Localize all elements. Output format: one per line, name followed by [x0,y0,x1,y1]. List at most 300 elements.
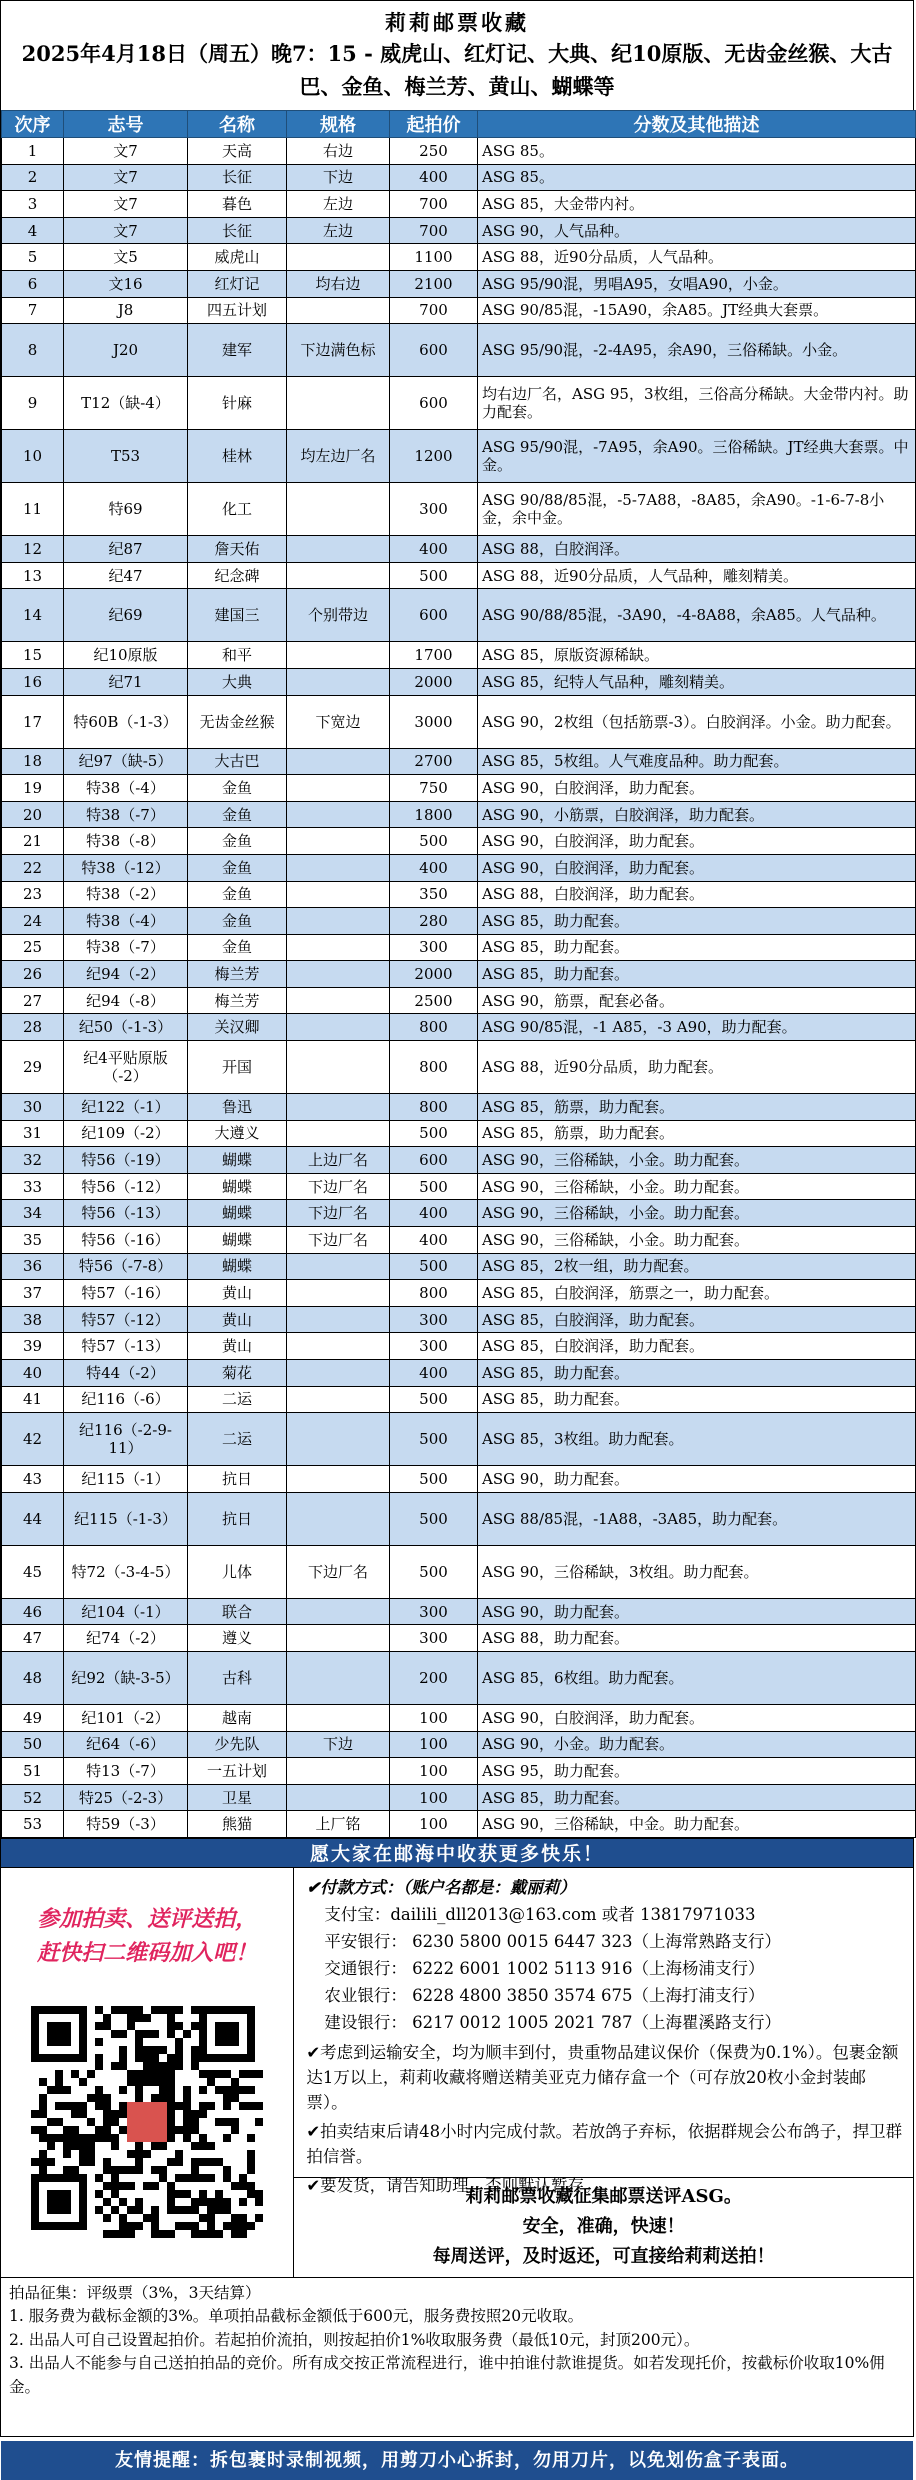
cell-stamp-name: 菊花 [188,1360,287,1387]
cell-description: ASG 85，助力配套。 [478,908,916,935]
cell-lot-no: 32 [2,1147,64,1174]
cell-stamp-spec [287,1625,390,1652]
cell-start-price: 350 [390,881,478,908]
cell-start-price: 400 [390,164,478,191]
cell-stamp-code: 纪64（-6） [64,1731,188,1758]
cell-lot-no: 44 [2,1492,64,1545]
cell-stamp-name: 卫星 [188,1784,287,1811]
cell-lot-no: 17 [2,695,64,748]
cell-stamp-spec [287,828,390,855]
cell-stamp-spec: 下宽边 [287,695,390,748]
cell-stamp-name: 四五计划 [188,297,287,324]
cell-stamp-spec [287,1253,390,1280]
cell-stamp-spec: 下边厂名 [287,1200,390,1227]
table-row [2,668,916,695]
cell-stamp-name: 蝴蝶 [188,1253,287,1280]
cell-start-price: 800 [390,1014,478,1041]
rule-item: 2. 出品人可自己设置起拍价。若起拍价流拍，则按起拍价1%收取服务费（最低10元，封顶200元）。 [9,2330,700,2349]
cell-start-price: 500 [390,828,478,855]
cell-stamp-code: 纪122（-1） [64,1094,188,1121]
cell-stamp-name: 针麻 [188,377,287,430]
cell-lot-no: 24 [2,908,64,935]
cell-stamp-name: 抗日 [188,1492,287,1545]
shipping-note: ✔考虑到运输安全，均为顺丰到付，贵重物品建议保价（保费为0.1%）。包裹金额达1万以上，莉莉收藏将赠送精美亚克力储存盒一个（可存放20枚小金封装邮票）。 [306,2042,899,2112]
payment-deadline-note: ✔拍卖结束后请48小时内完成付款。若放鸽子弃标，依据群规会公布鸽子，捍卫群拍信誉。 [306,2121,903,2166]
cell-lot-no: 38 [2,1306,64,1333]
table-row [2,1253,916,1280]
cell-lot-no: 21 [2,828,64,855]
cell-lot-no: 43 [2,1466,64,1493]
cell-start-price: 3000 [390,695,478,748]
table-row [2,1466,916,1493]
cell-start-price: 500 [390,1386,478,1413]
cell-description: ASG 90/88/85混，-5-7A88，-8A85，余A90。-1-6-7-8小金，余中金。 [478,483,916,536]
cell-lot-no: 2 [2,164,64,191]
cell-description: ASG 85，筋票，助力配套。 [478,1094,916,1121]
cell-lot-no: 39 [2,1333,64,1360]
cell-start-price: 100 [390,1731,478,1758]
cell-start-price: 600 [390,377,478,430]
cell-stamp-name: 联合 [188,1598,287,1625]
cell-lot-no: 50 [2,1731,64,1758]
cell-description: ASG 90，助力配套。 [478,1598,916,1625]
cell-lot-no: 53 [2,1811,64,1838]
cell-lot-no: 15 [2,642,64,669]
cell-stamp-code: 纪116（-2-9-11） [64,1413,188,1466]
cell-description: ASG 85，助力配套。 [478,1386,916,1413]
cell-description: ASG 88，近90分品质，助力配套。 [478,1041,916,1094]
table-row [2,1306,916,1333]
cell-stamp-code: 特56（-7-8） [64,1253,188,1280]
rule-item: 1. 服务费为截标金额的3%。单项拍品截标金额低于600元，服务费按照20元收取。 [9,2307,584,2326]
table-body [2,138,916,1838]
cell-stamp-spec [287,536,390,563]
cell-stamp-code: J20 [64,324,188,377]
table-row [2,1173,916,1200]
cell-stamp-spec [287,1413,390,1466]
cell-lot-no: 18 [2,748,64,775]
cell-stamp-spec [287,1280,390,1307]
cell-stamp-name: 金鱼 [188,801,287,828]
table-row [2,881,916,908]
cell-stamp-name: 金鱼 [188,881,287,908]
cell-stamp-name: 长征 [188,217,287,244]
cell-stamp-name: 纪念碑 [188,562,287,589]
cell-description: ASG 90，三俗稀缺，小金。助力配套。 [478,1147,916,1174]
cell-description: ASG 90，白胶润泽，助力配套。 [478,775,916,802]
cell-start-price: 800 [390,1280,478,1307]
cell-stamp-code: 纪69 [64,589,188,642]
cell-stamp-code: 纪92（缺-3-5） [64,1651,188,1704]
cell-lot-no: 25 [2,934,64,961]
table-row [2,1333,916,1360]
table-row [2,536,916,563]
table-row [2,828,916,855]
cell-lot-no: 51 [2,1758,64,1785]
table-header [2,111,916,138]
col-header-code: 志号 [64,111,188,138]
service-line-1: 莉莉邮票收藏征集邮票送评ASG。 [465,2185,742,2207]
cell-stamp-code: 纪4平贴原版（-2） [64,1041,188,1094]
cell-lot-no: 23 [2,881,64,908]
table-row [2,908,916,935]
table-row [2,324,916,377]
cell-stamp-spec [287,562,390,589]
cell-stamp-code: 纪116（-6） [64,1386,188,1413]
cell-stamp-spec: 下边 [287,164,390,191]
table-row [2,1811,916,1838]
cell-stamp-name: 金鱼 [188,828,287,855]
cell-description: ASG 88，近90分品质，人气品种，雕刻精美。 [478,562,916,589]
cell-stamp-name: 二运 [188,1413,287,1466]
cell-stamp-spec [287,1784,390,1811]
cell-lot-no: 36 [2,1253,64,1280]
cell-lot-no: 52 [2,1784,64,1811]
table-row [2,961,916,988]
cell-stamp-spec [287,908,390,935]
cell-stamp-name: 关汉卿 [188,1014,287,1041]
cell-start-price: 500 [390,1173,478,1200]
cell-description: ASG 90，三俗稀缺，小金。助力配套。 [478,1173,916,1200]
cell-stamp-spec [287,1094,390,1121]
col-header-price: 起拍价 [390,111,478,138]
promo-line-2: 赶快扫二维码加入吧！ [37,1939,258,1966]
cell-stamp-name: 鲁迅 [188,1094,287,1121]
cell-stamp-name: 詹天佑 [188,536,287,563]
table-row [2,775,916,802]
cell-stamp-code: 特38（-8） [64,828,188,855]
cell-description: ASG 95/90混，-7A95，余A90。三俗稀缺。JT经典大套票。中金。 [478,430,916,483]
cell-stamp-code: 特69 [64,483,188,536]
cell-stamp-name: 金鱼 [188,934,287,961]
cell-stamp-spec: 左边 [287,217,390,244]
cell-description: ASG 88，近90分品质，人气品种。 [478,244,916,271]
cell-start-price: 1800 [390,801,478,828]
cell-description: ASG 90，人气品种。 [478,217,916,244]
cell-description: ASG 85，大金带内衬。 [478,191,916,218]
cell-stamp-spec [287,377,390,430]
cell-start-price: 300 [390,1598,478,1625]
cell-stamp-code: 特13（-7） [64,1758,188,1785]
cell-stamp-spec [287,1758,390,1785]
cell-stamp-name: 梅兰芳 [188,987,287,1014]
cell-stamp-name: 大典 [188,668,287,695]
service-line-3: 每周送评，及时返还，可直接给莉莉送拍！ [432,2245,775,2267]
cell-stamp-name: 儿体 [188,1545,287,1598]
cell-start-price: 300 [390,1333,478,1360]
cell-stamp-name: 抗日 [188,1466,287,1493]
cell-lot-no: 3 [2,191,64,218]
cell-stamp-name: 越南 [188,1704,287,1731]
footer-reminder: 友情提醒：拆包裹时录制视频，用剪刀小心拆封，勿用刀片，以免划伤盒子表面。 [1,2441,913,2480]
cell-stamp-name: 红灯记 [188,270,287,297]
cell-start-price: 600 [390,1147,478,1174]
cell-start-price: 2700 [390,748,478,775]
cell-lot-no: 10 [2,430,64,483]
cell-stamp-spec: 下边厂名 [287,1173,390,1200]
cell-description: ASG 90/85混，-15A90，余A85。JT经典大套票。 [478,297,916,324]
table-row [2,1147,916,1174]
cell-stamp-spec [287,1014,390,1041]
page-title: 莉莉邮票收藏 [385,10,529,35]
cell-stamp-code: 特38（-2） [64,881,188,908]
cell-stamp-code: 纪87 [64,536,188,563]
cell-lot-no: 5 [2,244,64,271]
cell-description: ASG 85。 [478,164,916,191]
table-row [2,430,916,483]
bank-line: 建设银行： 6217 0012 1005 2021 787（上海瞿溪路支行） [324,2012,782,2032]
cell-description: ASG 95，助力配套。 [478,1758,916,1785]
cell-stamp-code: 文5 [64,244,188,271]
cell-lot-no: 34 [2,1200,64,1227]
cell-stamp-name: 一五计划 [188,1758,287,1785]
cell-stamp-spec [287,854,390,881]
cell-lot-no: 41 [2,1386,64,1413]
cell-stamp-code: 纪101（-2） [64,1704,188,1731]
table-row [2,748,916,775]
cell-start-price: 100 [390,1704,478,1731]
table-row [2,934,916,961]
cell-stamp-spec: 上厂铭 [287,1811,390,1838]
cell-lot-no: 45 [2,1545,64,1598]
table-row [2,987,916,1014]
cell-description: ASG 90，白胶润泽，助力配套。 [478,828,916,855]
promo-line-1: 参加拍卖、送评送拍， [37,1905,258,1932]
delivery-note: ✔要发货，请告知助理，否则默认暂存。 [306,2175,601,2195]
cell-description: ASG 90，小筋票，白胶润泽，助力配套。 [478,801,916,828]
cell-stamp-code: 纪71 [64,668,188,695]
cell-description: ASG 85，助力配套。 [478,1784,916,1811]
cell-stamp-code: J8 [64,297,188,324]
table-row [2,1625,916,1652]
cell-description: ASG 85。 [478,138,916,165]
cell-description: ASG 85，6枚组。助力配套。 [478,1651,916,1704]
cell-stamp-spec [287,297,390,324]
cell-stamp-spec: 均右边 [287,270,390,297]
cell-stamp-code: 特59（-3） [64,1811,188,1838]
cell-start-price: 100 [390,1784,478,1811]
cell-stamp-code: 特38（-4） [64,908,188,935]
cell-stamp-code: 特38（-7） [64,801,188,828]
cell-start-price: 2500 [390,987,478,1014]
cell-stamp-code: 纪109（-2） [64,1120,188,1147]
cell-stamp-spec [287,1704,390,1731]
cell-stamp-name: 蝴蝶 [188,1147,287,1174]
cell-lot-no: 29 [2,1041,64,1094]
cell-stamp-code: 特25（-2-3） [64,1784,188,1811]
table-row [2,1731,916,1758]
cell-stamp-name: 建国三 [188,589,287,642]
cell-stamp-spec: 下边满色标 [287,324,390,377]
cell-stamp-spec: 下边厂名 [287,1227,390,1254]
cell-description: ASG 90，三俗稀缺，中金。助力配套。 [478,1811,916,1838]
cell-lot-no: 35 [2,1227,64,1254]
cell-description: ASG 90，助力配套。 [478,1466,916,1493]
cell-start-price: 400 [390,1360,478,1387]
cell-stamp-name: 黄山 [188,1306,287,1333]
table-row [2,297,916,324]
cell-start-price: 200 [390,1651,478,1704]
cell-stamp-name: 桂林 [188,430,287,483]
cell-lot-no: 40 [2,1360,64,1387]
cell-lot-no: 30 [2,1094,64,1121]
cell-stamp-code: 特57（-13） [64,1333,188,1360]
qr-code-icon[interactable] [31,2006,263,2238]
cell-description: ASG 90，白胶润泽，助力配套。 [478,1704,916,1731]
cell-stamp-spec: 右边 [287,138,390,165]
cell-stamp-spec [287,1120,390,1147]
cell-lot-no: 16 [2,668,64,695]
table-row [2,1094,916,1121]
cell-stamp-code: 纪50（-1-3） [64,1014,188,1041]
table-row [2,1120,916,1147]
info-section [1,1868,913,2277]
cell-stamp-code: 文7 [64,191,188,218]
table-row [2,1545,916,1598]
alipay-line: 支付宝：dailili_dll2013@163.com 或者 13817971033 [324,1904,756,1924]
table-row [2,1704,916,1731]
cell-lot-no: 6 [2,270,64,297]
table-row [2,1651,916,1704]
cell-stamp-spec [287,1041,390,1094]
cell-description: ASG 85，5枚组。人气难度品种。助力配套。 [478,748,916,775]
cell-description: ASG 95/90混，-2-4A95，余A90，三俗稀缺。小金。 [478,324,916,377]
cell-stamp-name: 化工 [188,483,287,536]
cell-stamp-name: 蝴蝶 [188,1173,287,1200]
cell-description: 均右边厂名，ASG 95，3枚组，三俗高分稀缺。大金带内衬。助力配套。 [478,377,916,430]
cell-stamp-name: 黄山 [188,1280,287,1307]
table-row [2,642,916,669]
cell-lot-no: 31 [2,1120,64,1147]
cell-stamp-name: 黄山 [188,1333,287,1360]
cell-start-price: 2000 [390,668,478,695]
cell-stamp-code: 纪104（-1） [64,1598,188,1625]
cell-start-price: 100 [390,1758,478,1785]
cell-stamp-name: 遵义 [188,1625,287,1652]
cell-stamp-spec [287,668,390,695]
cell-stamp-code: 特60B（-1-3） [64,695,188,748]
table-row [2,1758,916,1785]
cell-lot-no: 47 [2,1625,64,1652]
cell-lot-no: 7 [2,297,64,324]
cell-start-price: 500 [390,1413,478,1466]
cell-description: ASG 85，助力配套。 [478,934,916,961]
cell-stamp-name: 蝴蝶 [188,1227,287,1254]
cell-stamp-spec [287,961,390,988]
table-row [2,801,916,828]
cell-start-price: 300 [390,934,478,961]
cell-description: ASG 90，小金。助力配套。 [478,1731,916,1758]
bank-line: 农业银行： 6228 4800 3850 3574 675（上海打浦支行） [324,1985,765,2005]
cell-stamp-spec [287,934,390,961]
cell-start-price: 1200 [390,430,478,483]
table-row [2,1360,916,1387]
cell-description: ASG 85，助力配套。 [478,1360,916,1387]
bank-line: 交通银行： 6222 6001 1002 5113 916（上海杨浦支行） [324,1958,765,1978]
cell-stamp-code: 特57（-16） [64,1280,188,1307]
cell-lot-no: 1 [2,138,64,165]
cell-stamp-code: 纪97（缺-5） [64,748,188,775]
table-row [2,562,916,589]
cell-stamp-name: 大遵义 [188,1120,287,1147]
cell-stamp-spec [287,1333,390,1360]
cell-stamp-code: 文7 [64,164,188,191]
cell-start-price: 700 [390,297,478,324]
cell-stamp-name: 开国 [188,1041,287,1094]
cell-description: ASG 85，白胶润泽，助力配套。 [478,1333,916,1360]
cell-description: ASG 85，3枚组。助力配套。 [478,1413,916,1466]
cell-start-price: 100 [390,1811,478,1838]
table-row [2,483,916,536]
cell-stamp-name: 金鱼 [188,908,287,935]
cell-stamp-code: 特38（-4） [64,775,188,802]
title-block [1,1,913,110]
cell-stamp-code: 特56（-19） [64,1147,188,1174]
cell-stamp-spec: 上边厂名 [287,1147,390,1174]
cell-stamp-spec: 下边 [287,1731,390,1758]
cell-start-price: 400 [390,536,478,563]
cell-stamp-code: 纪10原版 [64,642,188,669]
cell-stamp-name: 威虎山 [188,244,287,271]
cell-stamp-name: 天高 [188,138,287,165]
promo-panel [1,1868,294,2277]
cell-stamp-code: 纪94（-2） [64,961,188,988]
cell-stamp-spec: 均左边厂名 [287,430,390,483]
cell-lot-no: 19 [2,775,64,802]
table-row [2,1598,916,1625]
table-row [2,270,916,297]
cell-stamp-name: 梅兰芳 [188,961,287,988]
cell-stamp-name: 长征 [188,164,287,191]
cell-stamp-spec [287,483,390,536]
cell-description: ASG 85，2枚一组，助力配套。 [478,1253,916,1280]
cell-stamp-spec [287,748,390,775]
cell-start-price: 800 [390,1041,478,1094]
table-row [2,1413,916,1466]
cell-start-price: 500 [390,1545,478,1598]
cell-stamp-code: T12（缺-4） [64,377,188,430]
cell-lot-no: 4 [2,217,64,244]
table-row [2,854,916,881]
cell-description: ASG 85，白胶润泽，筋票之一，助力配套。 [478,1280,916,1307]
cell-start-price: 300 [390,1625,478,1652]
table-row [2,1227,916,1254]
cell-description: ASG 90，三俗稀缺，3枚组。助力配套。 [478,1545,916,1598]
cell-stamp-name: 大古巴 [188,748,287,775]
cell-stamp-name: 熊猫 [188,1811,287,1838]
cell-stamp-code: 文16 [64,270,188,297]
cell-stamp-code: 纪115（-1-3） [64,1492,188,1545]
col-header-name: 名称 [188,111,287,138]
table-row [2,217,916,244]
cell-lot-no: 20 [2,801,64,828]
cell-start-price: 280 [390,908,478,935]
cell-stamp-spec: 个别带边 [287,589,390,642]
cell-stamp-code: 文7 [64,217,188,244]
cell-description: ASG 90/88/85混，-3A90，-4-8A88，余A85。人气品种。 [478,589,916,642]
table-row [2,1280,916,1307]
cell-start-price: 700 [390,217,478,244]
cell-start-price: 1100 [390,244,478,271]
table-row [2,1041,916,1094]
cell-start-price: 2000 [390,961,478,988]
cell-stamp-name: 少先队 [188,1731,287,1758]
cell-start-price: 300 [390,1306,478,1333]
table-row [2,695,916,748]
payment-info [294,1868,913,2195]
cell-description: ASG 90/85混，-1 A85，-3 A90，助力配套。 [478,1014,916,1041]
cell-start-price: 2100 [390,270,478,297]
